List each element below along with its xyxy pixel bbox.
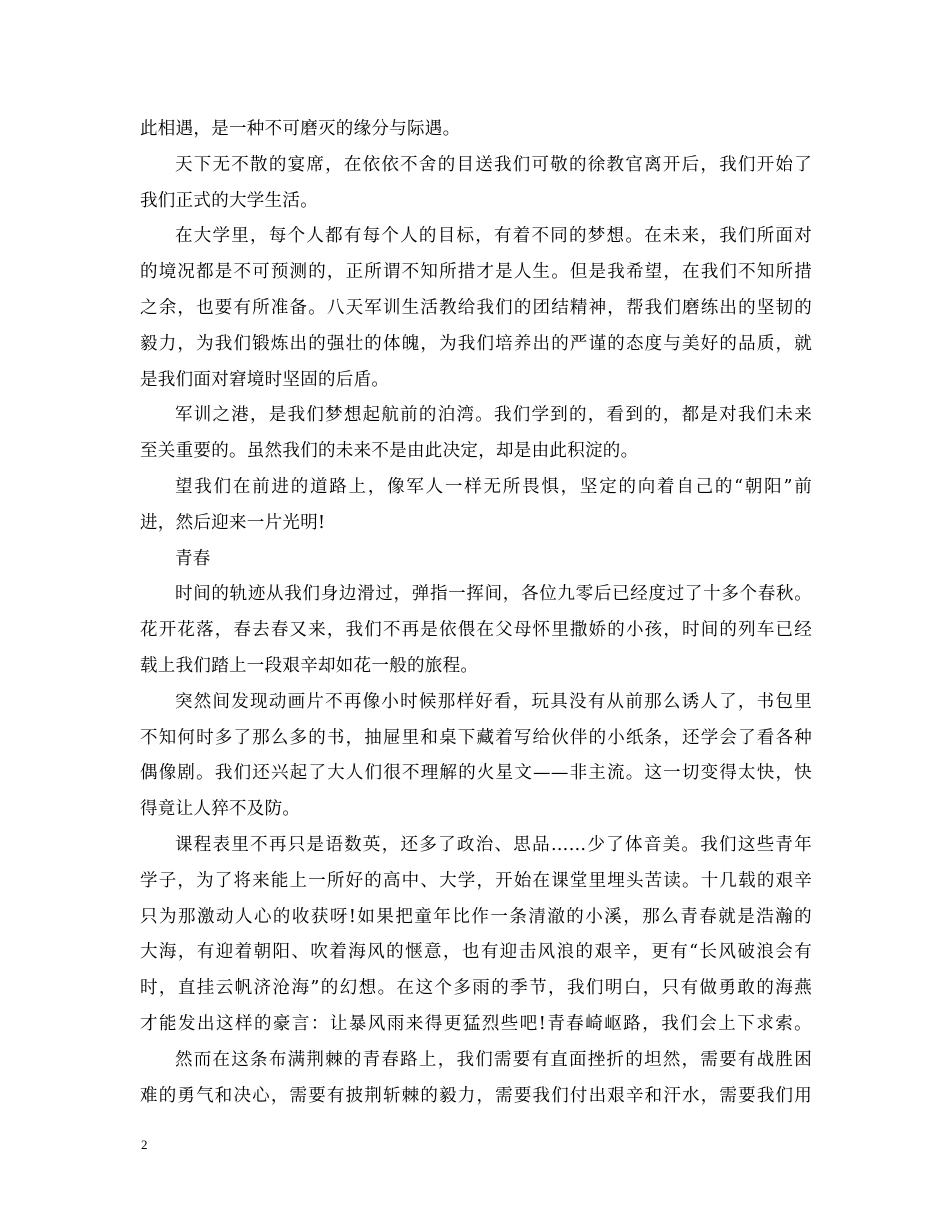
text-line: 天下无不散的宴席，在依依不舍的目送我们可敬的徐教官离开后，我们开始了: [175, 154, 812, 175]
text-line: 难的勇气和决心，需要有披荆斩棘的毅力，需要我们付出艰辛和汗水，需要我们用: [140, 1085, 812, 1106]
text-line: 得竟让人猝不及防。: [140, 799, 301, 820]
text-line: 然而在这条布满荆棘的青春路上，我们需要有直面挫折的坦然，需要有战胜困: [175, 1049, 812, 1070]
text-line: 大海，有迎着朝阳、吹着海风的惬意，也有迎击风浪的艰辛，更有“长风破浪会有: [140, 942, 812, 963]
text-line: 载上我们踏上一段艰辛却如花一般的旅程。: [140, 655, 479, 676]
text-line: 时，直挂云帆济沧海”的幻想。在这个多雨的季节，我们明白，只有做勇敢的海燕: [140, 978, 812, 999]
text-line: 突然间发现动画片不再像小时候那样好看，玩具没有从前那么诱人了，书包里: [175, 691, 812, 712]
text-line: 青春: [175, 548, 211, 569]
text-line: 我们正式的大学生活。: [140, 190, 318, 211]
text-line: 课程表里不再只是语数英，还多了政治、思品……少了体音美。我们这些青年: [175, 834, 812, 855]
text-line: 不知何时多了那么多的书，抽屉里和桌下藏着写给伙伴的小纸条，还学会了看各种: [140, 727, 812, 748]
text-line: 进，然后迎来一片光明!: [140, 512, 326, 533]
text-line: 花开花落，春去春又来，我们不再是依偎在父母怀里撒娇的小孩，时间的列车已经: [140, 620, 812, 641]
text-line: 毅力，为我们锻炼出的强壮的体魄，为我们培养出的严谨的态度与美好的品质，就: [140, 333, 812, 354]
text-line: 至关重要的。虽然我们的未来不是由此决定，却是由此积淀的。: [140, 441, 639, 462]
text-line: 是我们面对窘境时坚固的后盾。: [140, 369, 390, 390]
text-line: 此相遇，是一种不可磨灭的缘分与际遇。: [140, 119, 461, 139]
text-line: 只为那激动人心的收获呀!如果把童年比作一条清澈的小溪，那么青春就是浩瀚的: [140, 906, 812, 927]
text-line: 的境况都是不可预测的，正所谓不知所措才是人生。但是我希望，在我们不知所措: [140, 262, 812, 283]
text-line: 军训之港，是我们梦想起航前的泊湾。我们学到的，看到的，都是对我们未来: [175, 405, 812, 426]
body-text: [140, 112, 812, 1114]
text-line: 才能发出这样的豪言：让暴风雨来得更猛烈些吧!青春崎岖路，我们会上下求索。: [140, 1013, 812, 1034]
text-line: 学子，为了将来能上一所好的高中、大学，开始在课堂里埋头苦读。十几载的艰辛: [140, 870, 812, 891]
text-line: 偶像剧。我们还兴起了大人们很不理解的火星文——非主流。这一切变得太快，快: [140, 763, 812, 784]
text-line: 望我们在前进的道路上，像军人一样无所畏惧，坚定的向着自己的“朝阳”前: [175, 476, 812, 497]
text-line: 之余，也要有所准备。八天军训生活教给我们的团结精神，帮我们磨练出的坚韧的: [140, 297, 812, 318]
page-number: 2: [141, 1137, 148, 1152]
text-line: 时间的轨迹从我们身边滑过，弹指一挥间，各位九零后已经度过了十多个春秋。: [175, 584, 812, 605]
text-line: 在大学里，每个人都有每个人的目标，有着不同的梦想。在未来，我们所面对: [175, 226, 812, 247]
